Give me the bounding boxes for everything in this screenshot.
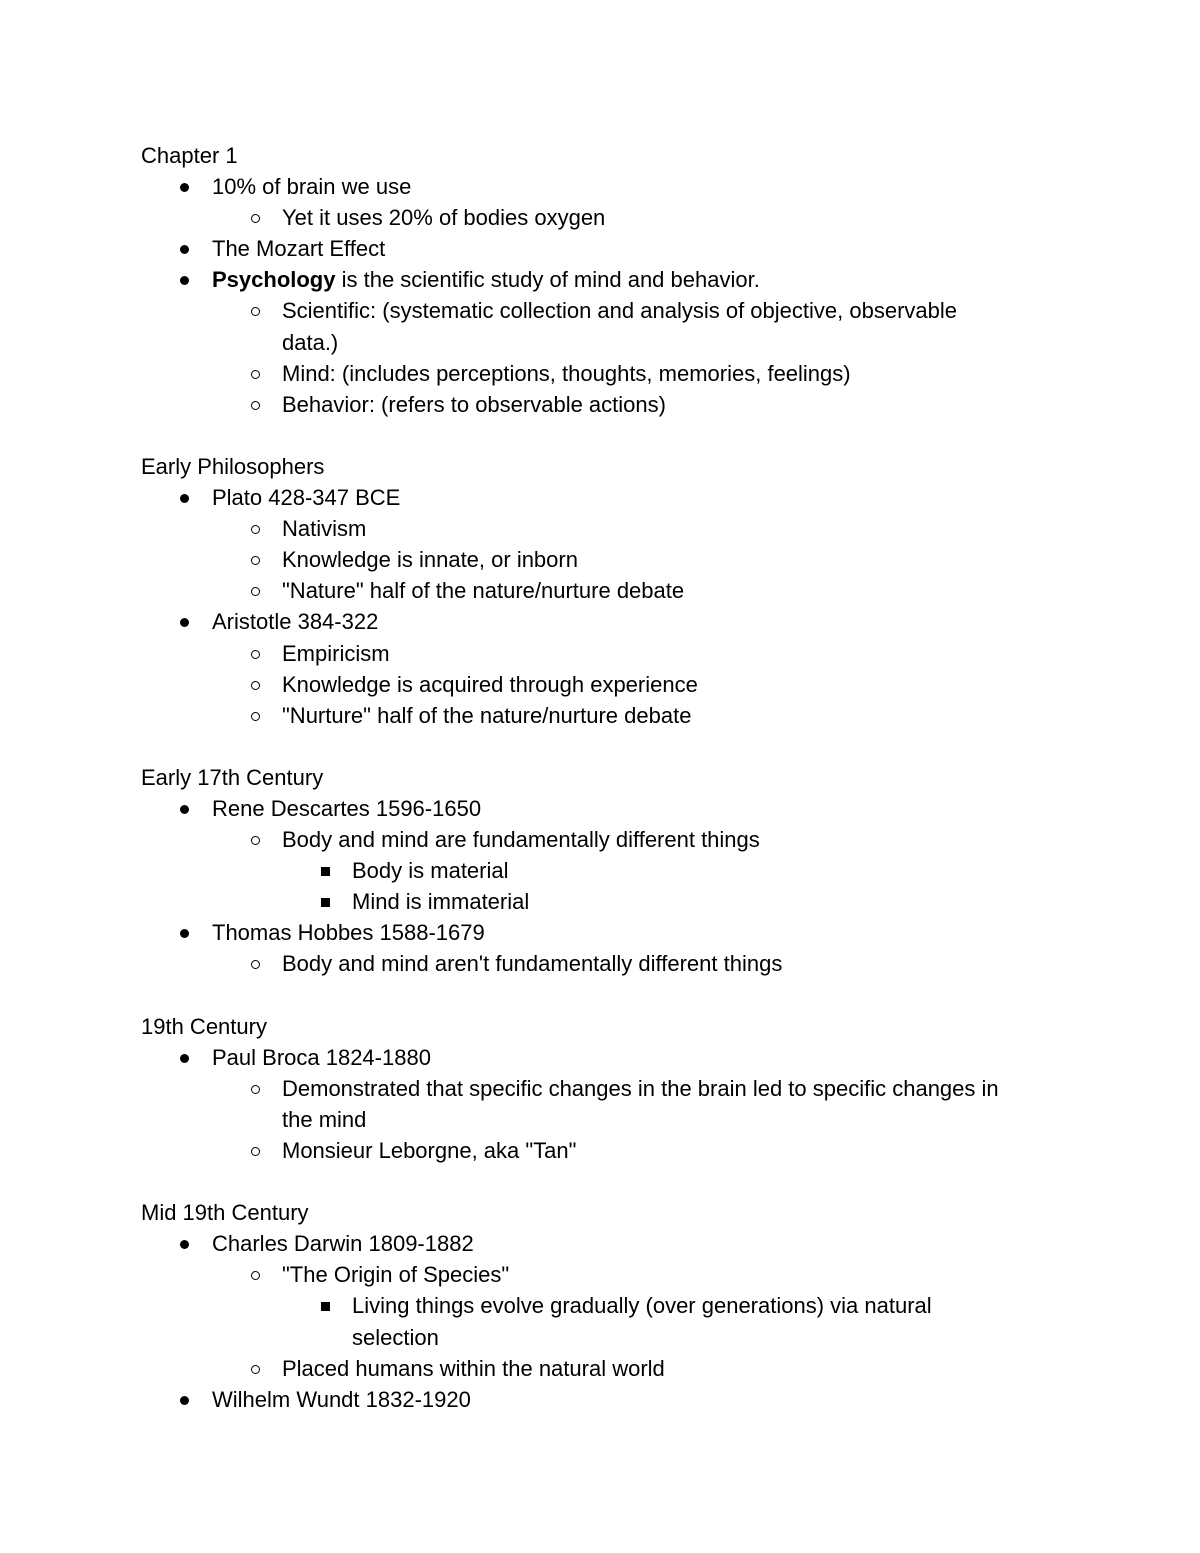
list-item-text: Wilhelm Wundt 1832-1920 [212,1386,471,1412]
list-item-text: "The Origin of Species" [282,1262,510,1288]
list-item [0,855,1200,886]
list-item-text: Thomas Hobbes 1588-1679 [212,920,485,946]
list-item [0,1042,1200,1073]
list-item-text: "Nature" half of the nature/nurture debate [282,578,685,604]
heading-text: Chapter 1 [141,143,238,168]
list-item [0,575,1200,606]
list-item-text: Living things evolve gradually (over generations) via natural [352,1293,932,1319]
filled-circle-bullet-icon [177,233,197,264]
list-item-text: The Mozart Effect [212,236,386,262]
list-item [0,1228,1200,1259]
hollow-circle-bullet-icon [248,824,268,855]
list-item [0,233,1200,264]
document-body [0,140,1200,1415]
blank-line [0,731,1200,762]
section-heading [0,1197,1200,1228]
list-item-text: Behavior: (refers to observable actions) [282,391,666,417]
list-item [0,513,1200,544]
filled-circle-bullet-icon [177,1384,197,1415]
list-item-text: Demonstrated that specific changes in the brain led to specific changes in [282,1075,999,1101]
section-heading [0,140,1200,171]
square-bullet-icon [318,886,338,917]
hollow-circle-bullet-icon [248,1135,268,1166]
list-item [0,669,1200,700]
heading-text: Early 17th Century [141,764,324,790]
section-heading [0,451,1200,482]
list-item-continuation [0,327,1200,358]
list-item-text: Body is material [352,858,509,884]
list-item-text: Charles Darwin 1809-1882 [212,1231,474,1257]
heading-text: 19th Century [141,1013,267,1039]
list-item [0,606,1200,637]
filled-circle-bullet-icon [177,482,197,513]
list-item-text: Yet it uses 20% of bodies oxygen [282,205,606,231]
list-item-text: Empiricism [282,640,390,666]
list-item-text: Scientific: (systematic collection and analysis of objective, observable [282,298,957,324]
list-item [0,917,1200,948]
list-item-text: Aristotle 384-322 [212,609,379,635]
bold-term: Psychology [212,267,336,293]
list-item [0,638,1200,669]
hollow-circle-bullet-icon [248,948,268,979]
list-item [0,358,1200,389]
hollow-circle-bullet-icon [248,638,268,669]
hollow-circle-bullet-icon [248,700,268,731]
list-item-text: 10% of brain we use [212,174,412,200]
list-item-text: Paul Broca 1824-1880 [212,1044,431,1070]
hollow-circle-bullet-icon [248,513,268,544]
list-item [0,389,1200,420]
list-item-text: Mind is immaterial [352,889,530,915]
blank-line [0,1166,1200,1197]
filled-circle-bullet-icon [177,171,197,202]
list-item [0,700,1200,731]
list-item [0,1384,1200,1415]
list-item [0,295,1200,326]
filled-circle-bullet-icon [177,606,197,637]
list-item [0,171,1200,202]
list-item-text-continued: selection [352,1324,439,1350]
list-item-text: Nativism [282,516,367,542]
hollow-circle-bullet-icon [248,1073,268,1104]
heading-text: Early Philosophers [141,453,325,479]
list-item [0,1135,1200,1166]
list-item-text-continued: the mind [282,1106,367,1132]
hollow-circle-bullet-icon [248,295,268,326]
list-item-text: Rene Descartes 1596-1650 [212,795,482,821]
list-item [0,948,1200,979]
list-item [0,793,1200,824]
hollow-circle-bullet-icon [248,389,268,420]
hollow-circle-bullet-icon [248,1259,268,1290]
filled-circle-bullet-icon [177,264,197,295]
list-item-text: "Nurture" half of the nature/nurture debate [282,702,692,728]
list-item-text: Monsieur Leborgne, aka "Tan" [282,1138,577,1163]
list-item [0,1290,1200,1321]
heading-text: Mid 19th Century [141,1200,309,1226]
hollow-circle-bullet-icon [248,669,268,700]
hollow-circle-bullet-icon [248,202,268,233]
hollow-circle-bullet-icon [248,575,268,606]
list-item-text: Body and mind aren't fundamentally different things [282,951,783,977]
section-heading [0,1011,1200,1042]
list-item [0,1353,1200,1384]
list-item-text: Knowledge is acquired through experience [282,671,698,697]
list-item [0,1073,1200,1104]
square-bullet-icon [318,855,338,886]
list-item [0,202,1200,233]
list-item-text [212,264,760,295]
list-item [0,544,1200,575]
list-item-text: Plato 428-347 BCE [212,485,401,511]
filled-circle-bullet-icon [177,793,197,824]
list-item-text: Placed humans within the natural world [282,1355,665,1381]
blank-line [0,980,1200,1011]
list-item [0,264,1200,295]
filled-circle-bullet-icon [177,917,197,948]
hollow-circle-bullet-icon [248,1353,268,1384]
definition-text: is the scientific study of mind and behavior. [335,267,760,293]
hollow-circle-bullet-icon [248,358,268,389]
list-item [0,1259,1200,1290]
filled-circle-bullet-icon [177,1228,197,1259]
list-item-continuation [0,1322,1200,1353]
hollow-circle-bullet-icon [248,544,268,575]
list-item-text: Knowledge is innate, or inborn [282,547,578,573]
square-bullet-icon [318,1290,338,1321]
blank-line [0,420,1200,451]
list-item [0,482,1200,513]
list-item [0,886,1200,917]
list-item-text: Body and mind are fundamentally different things [282,827,760,853]
list-item [0,824,1200,855]
list-item-continuation [0,1104,1200,1135]
filled-circle-bullet-icon [177,1042,197,1073]
section-heading [0,762,1200,793]
list-item-text: Mind: (includes perceptions, thoughts, memories, feelings) [282,360,851,386]
list-item-text-continued: data.) [282,329,339,355]
